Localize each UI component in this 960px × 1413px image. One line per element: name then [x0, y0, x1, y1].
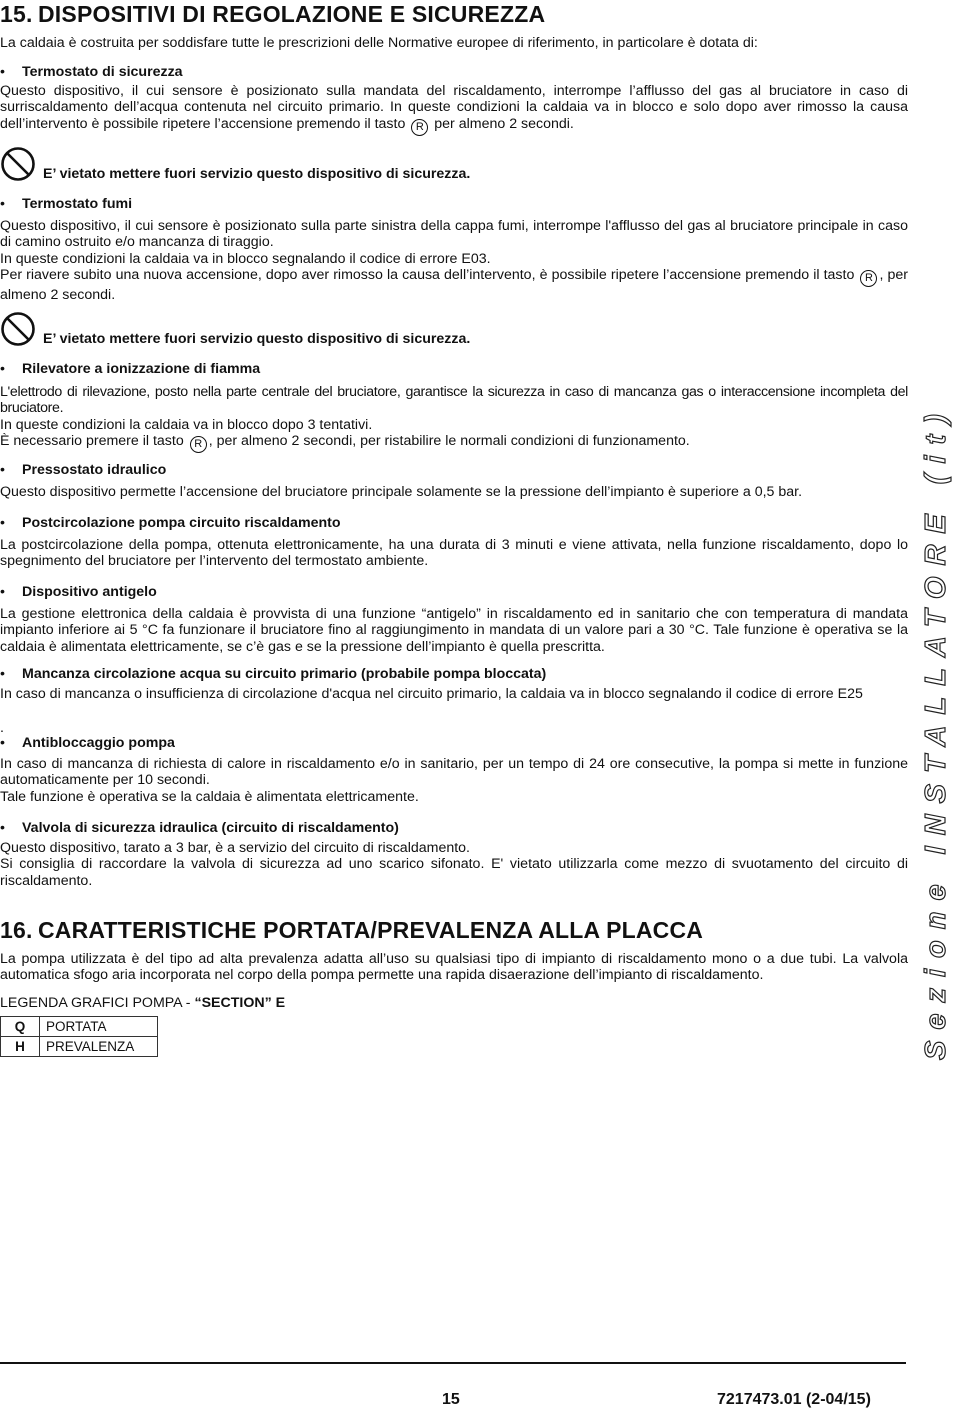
paragraph-text: In queste condizioni la caldaia va in blocco segnalando il codice di errore E03.: [0, 250, 491, 267]
paragraph-text: In caso di mancanza o insufficienza di circolazione d'acqua nel circuito primario, la caldaia va in blocco segnalando il codice di errore E25: [0, 686, 863, 702]
paragraph-text: L'elettrodo di rilevazione, posto nella parte centrale del bruciatore, garantisce la sicurezza in caso di mancanza gas o interaccensione incompleta del bruciatore.: [0, 384, 908, 417]
valvola-text: [0, 840, 908, 889]
section-15-heading: [0, 1, 912, 27]
postcircolazione-text: [0, 537, 908, 570]
bullet-pressostato: [0, 462, 166, 479]
section-title: CARATTERISTICHE PORTATA/PREVALENZA ALLA PLACCA: [38, 917, 704, 943]
sidebar-section-label: Sezione INSTALLATORE (it): [920, 403, 952, 1060]
paragraph-text: Questo dispositivo permette l’accensione del bruciatore principale solamente se la pressione dell’impianto è superiore a 0,5 bar.: [0, 484, 803, 500]
section-number: 15.: [0, 1, 33, 27]
document-code: 7217473.01 (2-04/15): [717, 1391, 871, 1408]
bullet-antigelo: [0, 584, 157, 601]
paragraph-text: , per almeno 2 secondi.: [0, 266, 908, 303]
rilevatore-text: [0, 384, 908, 453]
paragraph-text: Per riavere subito una nuova accensione, dopo aver rimosso la causa dell’intervento, è possibile ripetere l’accensione premendo il tasto: [0, 266, 855, 283]
warning-text: E’ vietato mettere fuori servizio questo dispositivo di sicurezza.: [43, 331, 471, 347]
bullet-dot: •: [0, 515, 5, 531]
footer-divider: [0, 1362, 906, 1364]
bullet-rilevatore: [0, 361, 260, 378]
bullet-dot: •: [0, 584, 5, 600]
paragraph-text: La pompa utilizzata è del tipo ad alta prevalenza adatta all’uso su qualsiasi tipo di impianto di riscaldamento mono o a due tubi. La valvola automatica sfogo aria incorporata nel corpo della pompa permette una rapida disaerazione dell’impianto di riscaldamento.: [0, 951, 908, 984]
reset-key-icon: R: [190, 436, 207, 453]
paragraph-text: In queste condizioni la caldaia va in blocco dopo 3 tentativi.: [0, 416, 373, 433]
reset-key-icon: R: [411, 119, 428, 136]
bullet-dot: •: [0, 666, 5, 682]
bullet-dot: •: [0, 820, 5, 836]
termostato-sicurezza-text: [0, 83, 908, 136]
legend-title: [0, 995, 285, 1011]
bullet-valvola: [0, 820, 399, 837]
section-16-heading: [0, 917, 912, 943]
termostato-fumi-text: [0, 218, 908, 303]
bullet-title: Termostato di sicurezza: [22, 64, 183, 80]
page-number: 15: [442, 1391, 460, 1408]
table-row: [1, 1037, 158, 1057]
bullet-postcircolazione: [0, 515, 341, 532]
paragraph-text: Questo dispositivo, il cui sensore è posizionato sulla parte sinistra della cappa fumi, interrompe l'afflusso del gas al bruciatore principale in caso di camino ostruito e/o mancanza di tiraggio.: [0, 218, 908, 251]
bullet-dot: •: [0, 735, 5, 751]
warning-notice: [0, 311, 700, 355]
bullet-title: Rilevatore a ionizzazione di fiamma: [22, 361, 261, 377]
paragraph-text: Si consiglia di raccordare la valvola di sicurezza ad uno scarico sifonato. E' vietato utilizzarla come mezzo di svuotamento del circuito di riscaldamento.: [0, 856, 908, 889]
paragraph-text: È necessario premere il tasto: [0, 432, 184, 449]
section-number: 16.: [0, 917, 33, 943]
paragraph-text: La gestione elettronica della caldaia è provvista di una funzione “antigelo” in riscaldamento ed in sanitario che con temperatura di mandata impianto inferiore ai 5 °C fa funzionare il bruciatore fino al raggiungimento in mandata di un valore pari a 30 °C. Tale funzione è operativa se la caldaia è alimentata elettricamente, se c’è gas e se la pressione dell’impianto è quella prescritta.: [0, 606, 908, 655]
legend-title-bold: “SECTION” E: [194, 995, 286, 1011]
bullet-mancanza-circolazione: [0, 666, 546, 683]
intro-paragraph: [0, 35, 908, 51]
mancanza-text: [0, 686, 908, 702]
bullet-title: Pressostato idraulico: [22, 462, 167, 478]
prohibition-icon: [0, 146, 36, 182]
intro-text: La caldaia è costruita per soddisfare tutte le prescrizioni delle Normative europee di riferimento, in particolare è dotata di:: [0, 35, 758, 51]
pressostato-text: [0, 484, 908, 500]
legend-key: H: [1, 1037, 40, 1057]
bullet-termostato-fumi: [0, 196, 132, 213]
legend-table: [0, 1016, 158, 1057]
warning-notice: [0, 146, 700, 190]
warning-text: E’ vietato mettere fuori servizio questo dispositivo di sicurezza.: [43, 166, 471, 182]
prohibition-icon: [0, 311, 36, 347]
stray-dot: .: [0, 720, 4, 736]
legend-value: PREVALENZA: [40, 1037, 158, 1057]
paragraph-text: , per almeno 2 secondi, per ristabilire le normali condizioni di funzionamento.: [208, 432, 690, 449]
table-row: [1, 1017, 158, 1037]
bullet-title: Mancanza circolazione acqua su circuito primario (probabile pompa bloccata): [22, 666, 547, 682]
paragraph-text: La postcircolazione della pompa, ottenuta elettronicamente, ha una durata di 3 minuti e viene attivata, nella funzione riscaldamento, dopo lo spegnimento del bruciatore per l’intervento del termostato ambiente.: [0, 537, 908, 570]
bullet-dot: •: [0, 64, 5, 80]
antigelo-text: [0, 606, 908, 655]
legend-value: PORTATA: [40, 1017, 158, 1037]
bullet-dot: •: [0, 462, 5, 478]
legend-title-text: LEGENDA GRAFICI POMPA -: [0, 995, 195, 1011]
bullet-title: Termostato fumi: [22, 196, 133, 212]
bullet-antibloccaggio: [0, 735, 175, 752]
paragraph-text: per almeno 2 secondi.: [434, 115, 574, 132]
antibloccaggio-text: [0, 756, 908, 805]
bullet-termostato-sicurezza: [0, 64, 183, 81]
bullet-title: Antibloccaggio pompa: [22, 735, 175, 751]
legend-key: Q: [1, 1017, 40, 1037]
bullet-title: Valvola di sicurezza idraulica (circuito di riscaldamento): [22, 820, 399, 836]
section-title: DISPOSITIVI DI REGOLAZIONE E SICUREZZA: [38, 1, 546, 27]
bullet-dot: •: [0, 196, 5, 212]
reset-key-icon: R: [860, 270, 877, 287]
bullet-dot: •: [0, 361, 5, 377]
bullet-title: Postcircolazione pompa circuito riscaldamento: [22, 515, 341, 531]
bullet-title: Dispositivo antigelo: [22, 584, 157, 600]
paragraph-text: Questo dispositivo, il cui sensore è posizionato sulla mandata del riscaldamento, interrompe l’afflusso del gas al bruciatore in caso di surriscaldamento dell’acqua contenuta nel circuito primario. In queste condizioni la caldaia va in blocco e solo dopo aver rimosso la causa dell’intervento è possibile ripetere l’accensione premendo il tasto: [0, 83, 908, 132]
paragraph-text: Tale funzione è operativa se la caldaia è alimentata elettricamente.: [0, 788, 419, 805]
section-16-text: [0, 951, 908, 984]
paragraph-text: In caso di mancanza di richiesta di calore in riscaldamento e/o in sanitario, per un tempo di 24 ore consecutive, la pompa si mette in funzione automaticamente per 10 secondi.: [0, 756, 908, 789]
paragraph-text: Questo dispositivo, tarato a 3 bar, è a servizio del circuito di riscaldamento.: [0, 840, 470, 856]
